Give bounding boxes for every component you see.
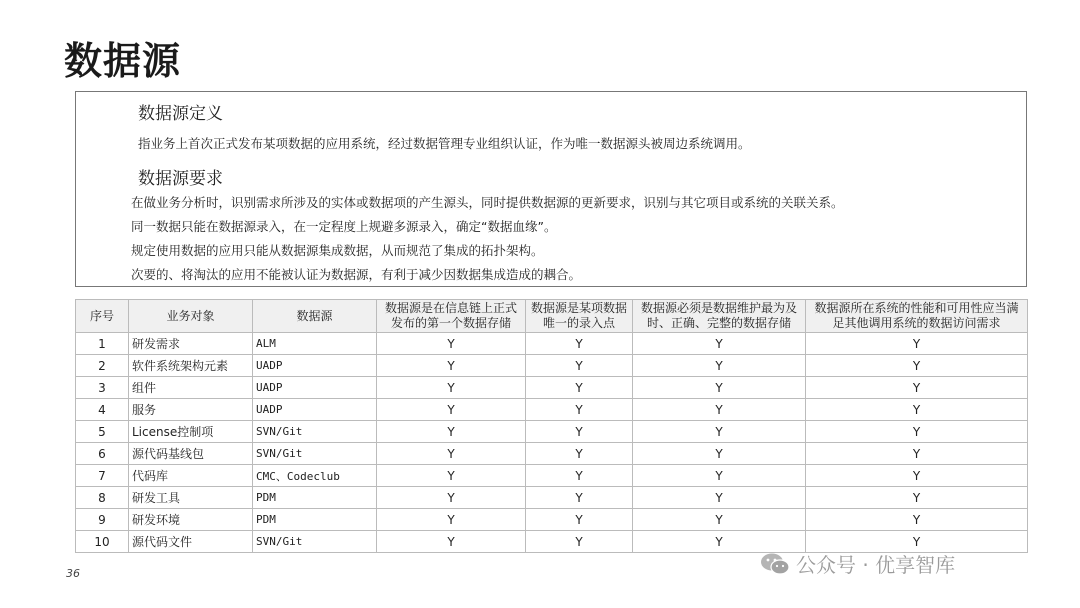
table-cell: SVN/Git bbox=[253, 531, 377, 553]
requirement-item: 次要的、将淘汰的应用不能被认证为数据源，有利于减少因数据集成造成的耦合。 bbox=[131, 267, 582, 282]
table-cell: Y bbox=[377, 377, 526, 399]
watermark-text: 公众号 · 优享智库 bbox=[796, 553, 956, 577]
page-title: 数据源 bbox=[64, 39, 182, 83]
table-cell: 5 bbox=[76, 421, 129, 443]
table-row bbox=[76, 421, 1028, 443]
table-cell: Y bbox=[377, 509, 526, 531]
table-cell: Y bbox=[526, 377, 633, 399]
table-cell: 研发环境 bbox=[129, 509, 253, 531]
table-cell: Y bbox=[526, 333, 633, 355]
table-cell: 研发需求 bbox=[129, 333, 253, 355]
table-header-row bbox=[76, 300, 1028, 333]
definition-heading: 数据源定义 bbox=[138, 104, 223, 124]
table-cell: CMC、Codeclub bbox=[253, 465, 377, 487]
column-header: 业务对象 bbox=[129, 300, 253, 333]
table-cell: Y bbox=[633, 443, 806, 465]
table-cell: ALM bbox=[253, 333, 377, 355]
table-cell: Y bbox=[377, 399, 526, 421]
table-cell: 软件系统架构元素 bbox=[129, 355, 253, 377]
table-cell: UADP bbox=[253, 355, 377, 377]
table-cell: 源代码文件 bbox=[129, 531, 253, 553]
table-cell: 代码库 bbox=[129, 465, 253, 487]
table-cell: Y bbox=[377, 443, 526, 465]
definition-box bbox=[75, 91, 1027, 287]
table-cell: Y bbox=[526, 421, 633, 443]
requirements-heading: 数据源要求 bbox=[138, 169, 223, 189]
table-cell: Y bbox=[377, 421, 526, 443]
table-cell: Y bbox=[806, 531, 1028, 553]
table-cell: 1 bbox=[76, 333, 129, 355]
column-header: 数据源是某项数据唯一的录入点 bbox=[526, 300, 633, 333]
table-cell: Y bbox=[806, 509, 1028, 531]
table-cell: Y bbox=[377, 465, 526, 487]
table-cell: 9 bbox=[76, 509, 129, 531]
requirement-item: 在做业务分析时，识别需求所涉及的实体或数据项的产生源头，同时提供数据源的更新要求，识别与其它项目或系统的关联关系。 bbox=[131, 195, 844, 210]
table-cell: Y bbox=[526, 487, 633, 509]
table-cell: Y bbox=[633, 355, 806, 377]
table-cell: 4 bbox=[76, 399, 129, 421]
table-row bbox=[76, 355, 1028, 377]
table-cell: Y bbox=[633, 531, 806, 553]
table-cell: 服务 bbox=[129, 399, 253, 421]
column-header: 数据源必须是数据维护最为及时、正确、完整的数据存储 bbox=[633, 300, 806, 333]
table-row bbox=[76, 399, 1028, 421]
page-number: 36 bbox=[66, 567, 80, 580]
table-row bbox=[76, 509, 1028, 531]
table-cell: Y bbox=[633, 421, 806, 443]
table-cell: 源代码基线包 bbox=[129, 443, 253, 465]
column-header: 数据源是在信息链上正式发布的第一个数据存储 bbox=[377, 300, 526, 333]
column-header: 数据源 bbox=[253, 300, 377, 333]
table-cell: License控制项 bbox=[129, 421, 253, 443]
data-source-table bbox=[75, 299, 1028, 553]
table-row bbox=[76, 443, 1028, 465]
requirement-item: 规定使用数据的应用只能从数据源集成数据，从而规范了集成的拓扑架构。 bbox=[131, 243, 544, 258]
table-cell: PDM bbox=[253, 509, 377, 531]
table-cell: Y bbox=[377, 333, 526, 355]
table-row bbox=[76, 487, 1028, 509]
table-cell: 3 bbox=[76, 377, 129, 399]
table-cell: Y bbox=[633, 399, 806, 421]
table-cell: Y bbox=[377, 355, 526, 377]
table-cell: 6 bbox=[76, 443, 129, 465]
wechat-icon bbox=[760, 552, 790, 576]
table-cell: UADP bbox=[253, 377, 377, 399]
table-cell: SVN/Git bbox=[253, 421, 377, 443]
table-cell: Y bbox=[633, 333, 806, 355]
table-cell: SVN/Git bbox=[253, 443, 377, 465]
table-cell: 8 bbox=[76, 487, 129, 509]
table-cell: PDM bbox=[253, 487, 377, 509]
table-cell: Y bbox=[633, 487, 806, 509]
table-cell: Y bbox=[633, 465, 806, 487]
table-cell: Y bbox=[806, 333, 1028, 355]
table-cell: 组件 bbox=[129, 377, 253, 399]
definition-text: 指业务上首次正式发布某项数据的应用系统，经过数据管理专业组织认证，作为唯一数据源头被周边系统调用。 bbox=[138, 136, 751, 151]
table-cell: 7 bbox=[76, 465, 129, 487]
table-cell: 研发工具 bbox=[129, 487, 253, 509]
table-cell: Y bbox=[806, 355, 1028, 377]
table-cell: Y bbox=[806, 487, 1028, 509]
table-cell: Y bbox=[377, 531, 526, 553]
table-cell: Y bbox=[633, 377, 806, 399]
requirement-item: 同一数据只能在数据源录入，在一定程度上规避多源录入，确定“数据血缘”。 bbox=[131, 219, 557, 234]
table-cell: Y bbox=[526, 509, 633, 531]
table-cell: 2 bbox=[76, 355, 129, 377]
column-header: 序号 bbox=[76, 300, 129, 333]
table-cell: Y bbox=[806, 377, 1028, 399]
table-row bbox=[76, 465, 1028, 487]
table-cell: Y bbox=[526, 531, 633, 553]
table-cell: UADP bbox=[253, 399, 377, 421]
table-cell: Y bbox=[633, 509, 806, 531]
table-cell: Y bbox=[526, 355, 633, 377]
table-cell: Y bbox=[806, 399, 1028, 421]
table-cell: Y bbox=[526, 465, 633, 487]
column-header: 数据源所在系统的性能和可用性应当满足其他调用系统的数据访问需求 bbox=[806, 300, 1028, 333]
table-cell: 10 bbox=[76, 531, 129, 553]
table-cell: Y bbox=[526, 399, 633, 421]
table-cell: Y bbox=[806, 443, 1028, 465]
table-cell: Y bbox=[377, 487, 526, 509]
table-cell: Y bbox=[806, 465, 1028, 487]
table-row bbox=[76, 377, 1028, 399]
table-row bbox=[76, 333, 1028, 355]
table-cell: Y bbox=[806, 421, 1028, 443]
watermark bbox=[760, 549, 955, 578]
table-cell: Y bbox=[526, 443, 633, 465]
